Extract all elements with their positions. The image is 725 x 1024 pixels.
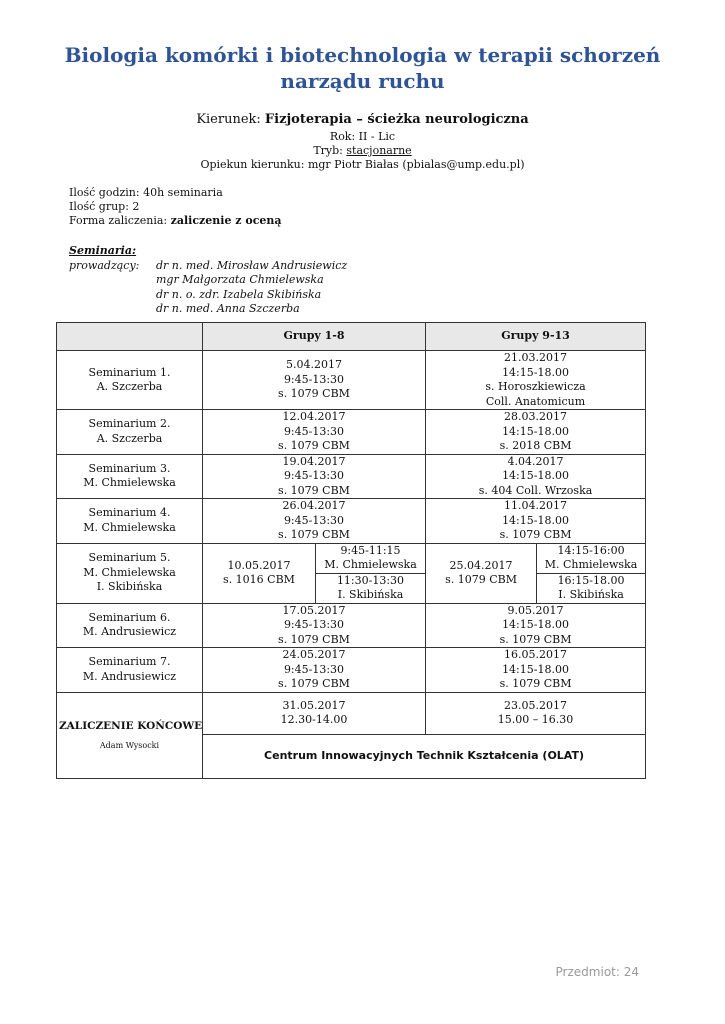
page-footer: Przedmiot: 24 (555, 965, 639, 979)
final-group-1-8-cell: 31.05.2017 12.30-14.00 (203, 692, 426, 734)
seminars-header: Seminaria: (69, 244, 137, 257)
seminar-name-cell: Seminarium 2. A. Szczerba (57, 410, 203, 455)
final-group-9-13-cell: 23.05.2017 15.00 – 16.30 (426, 692, 646, 734)
seminar-name-cell: Seminarium 6. M. Andrusiewicz (57, 603, 203, 648)
hours-text: Ilość godzin: 40h seminaria (69, 186, 223, 199)
table-row (57, 603, 646, 648)
group-1-8-cell: 24.05.2017 9:45-13:30 s. 1079 CBM (203, 648, 426, 693)
final-location-cell: Centrum Innowacyjnych Technik Kształcenia (OLAT) (203, 734, 646, 778)
page-title (60, 42, 665, 94)
group-9-13-cell: 4.04.2017 14:15-18.00 s. 404 Coll. Wrzoska (426, 454, 646, 499)
course-info (69, 186, 282, 228)
group-1-8-slot-a: 9:45-11:15 M. Chmielewska (316, 543, 426, 573)
assessment-value: zaliczenie z oceną (170, 214, 282, 227)
final-exam-person: Adam Wysocki (99, 740, 160, 750)
lecturer-name: dr n. o. zdr. Izabela Skibińska (156, 287, 322, 301)
groups-text: Ilość grup: 2 (69, 200, 140, 213)
seminar-name-cell: Seminarium 4. M. Chmielewska (57, 499, 203, 544)
assessment-text (69, 214, 282, 228)
group-1-8-cell: 19.04.2017 9:45-13:30 s. 1079 CBM (203, 454, 426, 499)
group-1-8-cell: 26.04.2017 9:45-13:30 s. 1079 CBM (203, 499, 426, 544)
table-row (57, 410, 646, 455)
group-1-8-cell: 17.05.2017 9:45-13:30 s. 1079 CBM (203, 603, 426, 648)
lecturer-row (69, 302, 347, 317)
seminar-name-cell: Seminarium 1. A. Szczerba (57, 351, 203, 410)
table-row (57, 648, 646, 693)
group-1-8-date-cell: 10.05.2017 s. 1016 CBM (203, 543, 316, 603)
header-blank-cell (57, 323, 203, 351)
group-1-8-cell: 5.04.2017 9:45-13:30 s. 1079 CBM (203, 351, 426, 410)
group-9-13-cell: 9.05.2017 14:15-18.00 s. 1079 CBM (426, 603, 646, 648)
kierunek-label: Kierunek: (196, 112, 265, 127)
table-row (57, 454, 646, 499)
assessment-label: Forma zaliczenia: (69, 214, 171, 227)
seminar-name-cell: Seminarium 5. M. Chmielewska I. Skibińska (57, 543, 203, 603)
group-1-8-slot-b: 11:30-13:30 I. Skibińska (316, 573, 426, 603)
group-9-13-cell: 11.04.2017 14:15-18.00 s. 1079 CBM (426, 499, 646, 544)
group-1-8-cell: 12.04.2017 9:45-13:30 s. 1079 CBM (203, 410, 426, 455)
table-row (57, 543, 646, 573)
kierunek-value: Fizjoterapia – ścieżka neurologiczna (264, 112, 529, 127)
group-9-13-date-cell: 25.04.2017 s. 1079 CBM (426, 543, 537, 603)
kierunek (60, 112, 665, 128)
table-row (57, 692, 646, 734)
rok-text: Rok: II - Lic (329, 130, 396, 143)
group-9-13-slot-b: 16:15-18.00 I. Skibińska (537, 573, 646, 603)
group-9-13-cell: 21.03.2017 14:15-18.00 s. Horoszkiewicza Coll. Anatomicum (426, 351, 646, 410)
table-row (57, 499, 646, 544)
seminar-name-cell: Seminarium 7. M. Andrusiewicz (57, 648, 203, 693)
table-row (57, 351, 646, 410)
header-group-1-8: Grupy 1-8 (203, 323, 426, 351)
tryb-value: stacjonarne (346, 144, 412, 157)
lecturer-name: mgr Małgorzata Chmielewska (156, 273, 324, 286)
title-line-1: Biologia komórki i biotechnologia w terapii schorzeń (64, 43, 661, 67)
group-9-13-cell: 16.05.2017 14:15-18.00 s. 1079 CBM (426, 648, 646, 693)
group-9-13-slot-a: 14:15-16:00 M. Chmielewska (537, 543, 646, 573)
header-group-9-13: Grupy 9-13 (426, 323, 646, 351)
lecturer-row (69, 288, 347, 303)
opiekun-text: Opiekun kierunku: mgr Piotr Białas (pbialas@ump.edu.pl) (200, 158, 525, 171)
lecturers-label: prowadzący: (69, 258, 140, 272)
title-line-2: narządu ruchu (280, 69, 445, 93)
seminar-name-cell: Seminarium 3. M. Chmielewska (57, 454, 203, 499)
course-meta (60, 130, 665, 172)
schedule-table (56, 322, 646, 779)
tryb-text (60, 144, 665, 158)
lecturer-name: dr n. med. Anna Szczerba (156, 302, 300, 315)
table-header-row (57, 323, 646, 351)
lecturer-name: dr n. med. Mirosław Andrusiewicz (156, 258, 348, 272)
final-exam-label: ZALICZENIE KOŃCOWE (59, 720, 203, 733)
group-9-13-cell: 28.03.2017 14:15-18.00 s. 2018 CBM (426, 410, 646, 455)
final-exam-cell (57, 692, 203, 778)
lecturer-row (69, 273, 347, 288)
lecturer-row (69, 259, 347, 274)
seminars-section (69, 244, 347, 317)
tryb-label: Tryb: (313, 144, 347, 157)
